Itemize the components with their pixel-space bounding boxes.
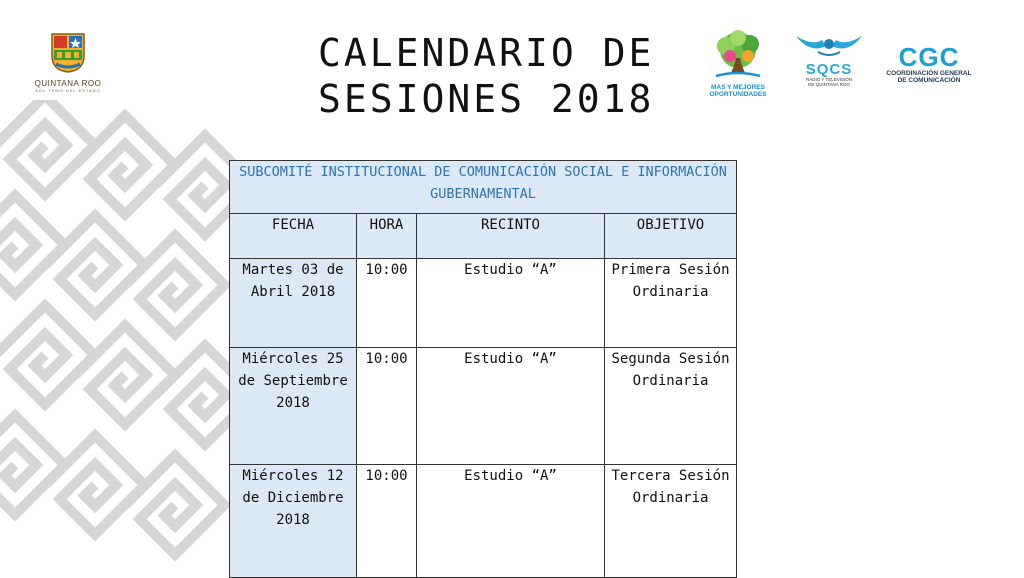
cell-recinto: Estudio “A” — [417, 259, 605, 348]
mas-oportunidades-line-1: MAS Y MEJORES — [711, 84, 765, 91]
column-header-row — [230, 214, 737, 259]
table-row — [230, 465, 737, 578]
decorative-fret-pattern — [0, 100, 240, 576]
sqcs-line-1: RADIO Y TELEVISIÓN — [805, 77, 853, 82]
cgc-line-1: COORDINACIÓN GENERAL — [886, 70, 972, 77]
coat-of-arms-icon — [48, 30, 88, 74]
column-header-recinto: RECINTO — [417, 214, 605, 259]
mas-oportunidades-logo — [700, 30, 776, 98]
table-row — [230, 259, 737, 348]
cell-fecha: Martes 03 de Abril 2018 — [230, 259, 357, 348]
sqcs-line-2: DE QUINTANA ROO — [808, 82, 850, 87]
cell-recinto: Estudio “A” — [417, 348, 605, 465]
mas-oportunidades-line-2: OPORTUNIDADES — [709, 91, 767, 98]
cell-objetivo: Tercera Sesión Ordinaria — [605, 465, 737, 578]
cell-objetivo: Primera Sesión Ordinaria — [605, 259, 737, 348]
sqcs-logo — [790, 32, 868, 94]
cell-hora: 10:00 — [357, 348, 417, 465]
title-line-2: SESIONES 2018 — [318, 77, 655, 121]
quintana-roo-tagline: SOL TEMO DEL ESTADO — [35, 88, 101, 93]
cell-objetivo: Segunda Sesión Ordinaria — [605, 348, 737, 465]
cell-hora: 10:00 — [357, 465, 417, 578]
cgc-logo — [878, 44, 980, 88]
column-header-objetivo: OBJETIVO — [605, 214, 737, 259]
wings-icon — [792, 32, 866, 58]
cell-fecha: Miércoles 12 de Diciembre 2018 — [230, 465, 357, 578]
cgc-wordmark: CGC — [898, 42, 960, 72]
quintana-roo-logo — [28, 30, 108, 98]
quintana-roo-wordmark: QUINTANA ROO — [34, 79, 102, 88]
sqcs-wordmark: SQCS — [805, 61, 853, 78]
fret-row-3 — [0, 306, 240, 445]
table-row — [230, 348, 737, 465]
cell-hora: 10:00 — [357, 259, 417, 348]
page-title — [318, 30, 668, 122]
cgc-line-2: DE COMUNICACIÓN — [897, 77, 961, 84]
table-heading-row — [230, 161, 737, 214]
title-line-1: CALENDARIO DE — [318, 31, 655, 75]
column-header-fecha: FECHA — [230, 214, 357, 259]
tree-icon — [708, 30, 768, 80]
cell-fecha: Miércoles 25 de Septiembre 2018 — [230, 348, 357, 465]
column-header-hora: HORA — [357, 214, 417, 259]
cell-recinto: Estudio “A” — [417, 465, 605, 578]
table-heading: SUBCOMITÉ INSTITUCIONAL DE COMUNICACIÓN SOCIAL E INFORMACIÓN GUBERNAMENTAL — [230, 161, 737, 214]
sessions-table — [229, 160, 737, 578]
